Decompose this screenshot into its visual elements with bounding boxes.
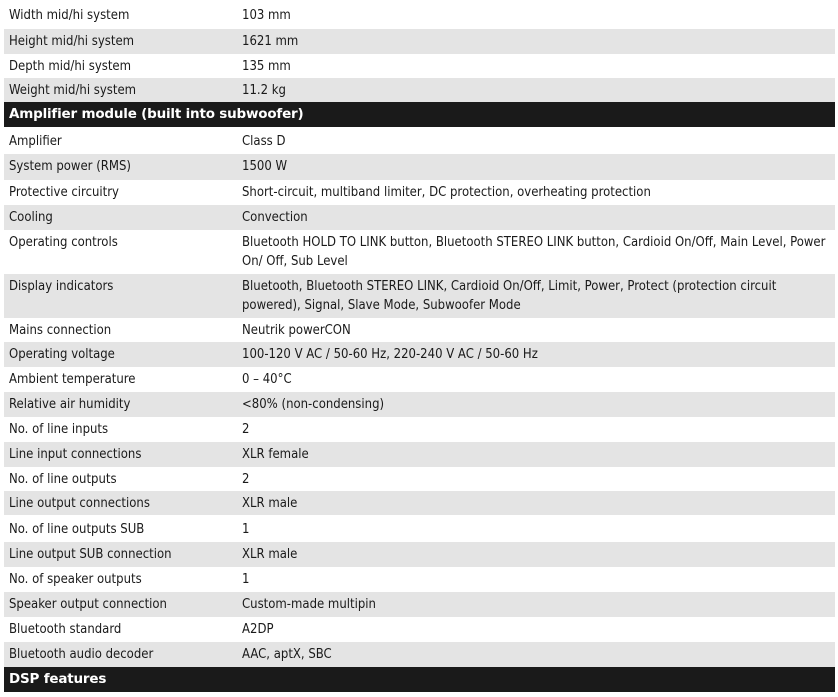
- spec-label: Weight mid/hi system: [9, 83, 137, 98]
- table-row: [4, 491, 835, 515]
- table-row: [4, 542, 835, 567]
- spec-value: 11.2 kg: [242, 83, 286, 98]
- spec-value: 1500 W: [242, 159, 288, 174]
- spec-value: 0 – 40°C: [242, 372, 292, 387]
- spec-value: XLR female: [242, 447, 309, 462]
- table-row: [4, 617, 835, 642]
- spec-label: No. of speaker outputs: [9, 572, 142, 587]
- table-row: [4, 4, 835, 29]
- spec-label: Display indicators: [9, 279, 114, 294]
- spec-value: A2DP: [242, 622, 274, 637]
- spec-value: 103 mm: [242, 8, 291, 23]
- table-row: [4, 442, 835, 467]
- spec-label: Width mid/hi system: [9, 8, 130, 23]
- table-row: [4, 127, 835, 154]
- spec-label: Amplifier: [9, 134, 62, 149]
- spec-value: 1621 mm: [242, 34, 299, 49]
- table-row: [4, 230, 835, 274]
- table-row: [4, 29, 835, 54]
- spec-value: XLR male: [242, 496, 298, 511]
- table-row: [4, 180, 835, 205]
- section-header-amplifier: Amplifier module (built into subwoofer): [4, 102, 835, 127]
- table-row: [4, 392, 835, 417]
- spec-label: Operating controls: [9, 235, 118, 250]
- spec-value: Bluetooth, Bluetooth STEREO LINK, Cardioid On/Off, Limit, Power, Protect (protection circuit powered), Signal, Slave Mode, Subwoofer Mode: [242, 279, 777, 313]
- spec-label: Line output SUB connection: [9, 547, 172, 562]
- spec-label: Operating voltage: [9, 347, 115, 362]
- spec-value: Bluetooth HOLD TO LINK button, Bluetooth STEREO LINK button, Cardioid On/Off, Main Level, Power On/ Off, Sub Level: [242, 235, 826, 269]
- spec-value: Short-circuit, multiband limiter, DC protection, overheating protection: [242, 185, 651, 200]
- spec-value: Custom-made multipin: [242, 597, 376, 612]
- spec-value: Neutrik powerCON: [242, 323, 351, 338]
- table-row: [4, 318, 835, 342]
- spec-value: 135 mm: [242, 59, 291, 74]
- table-row: [4, 567, 835, 592]
- spec-label: No. of line inputs: [9, 422, 109, 437]
- table-row: [4, 515, 835, 542]
- table-row: [4, 205, 835, 230]
- table-row: [4, 154, 835, 180]
- spec-label: Ambient temperature: [9, 372, 136, 387]
- table-row: [4, 342, 835, 367]
- spec-value: 2: [242, 472, 250, 487]
- table-row: [4, 417, 835, 442]
- spec-label: Bluetooth audio decoder: [9, 647, 154, 662]
- spec-value: AAC, aptX, SBC: [242, 647, 332, 662]
- spec-label: Bluetooth standard: [9, 622, 122, 637]
- spec-value: 100-120 V AC / 50-60 Hz, 220-240 V AC / 50-60 Hz: [242, 347, 538, 362]
- spec-label: No. of line outputs SUB: [9, 522, 145, 537]
- table-row: [4, 78, 835, 102]
- spec-value: 1: [242, 522, 250, 537]
- spec-value: 2: [242, 422, 250, 437]
- spec-label: Height mid/hi system: [9, 34, 135, 49]
- table-row: [4, 54, 835, 78]
- spec-label: System power (RMS): [9, 159, 131, 174]
- spec-value: Convection: [242, 210, 308, 225]
- spec-label: Line input connections: [9, 447, 142, 462]
- spec-value: 1: [242, 572, 250, 587]
- spec-label: Mains connection: [9, 323, 112, 338]
- spec-value: Class D: [242, 134, 286, 149]
- spec-table: [4, 4, 835, 692]
- table-row: [4, 642, 835, 667]
- table-row: [4, 467, 835, 491]
- spec-label: Protective circuitry: [9, 185, 119, 200]
- spec-value: <80% (non-condensing): [242, 397, 385, 412]
- spec-label: Depth mid/hi system: [9, 59, 132, 74]
- table-row: [4, 274, 835, 318]
- spec-label: Relative air humidity: [9, 397, 131, 412]
- table-row: [4, 592, 835, 617]
- section-header-dsp: DSP features: [4, 667, 835, 692]
- spec-label: Cooling: [9, 210, 53, 225]
- spec-label: No. of line outputs: [9, 472, 117, 487]
- table-row: [4, 367, 835, 392]
- spec-label: Line output connections: [9, 496, 150, 511]
- spec-label: Speaker output connection: [9, 597, 167, 612]
- spec-value: XLR male: [242, 547, 298, 562]
